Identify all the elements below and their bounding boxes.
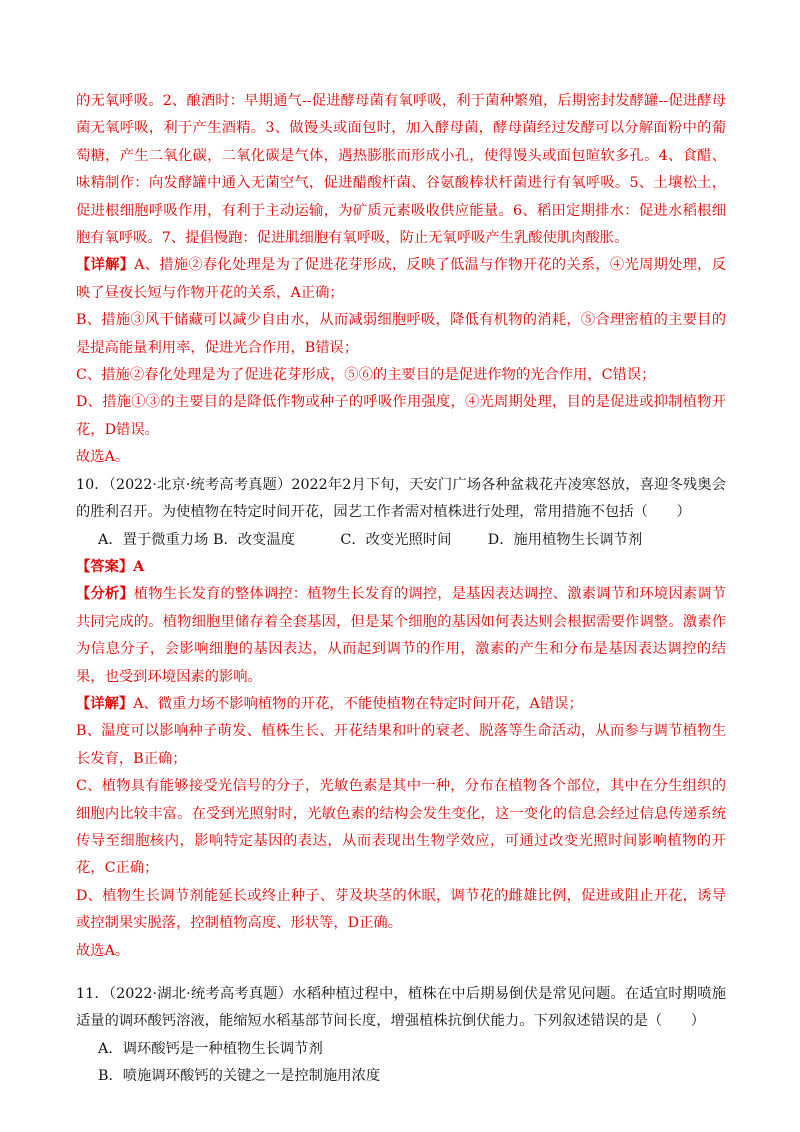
spacer (76, 965, 726, 981)
q10-stem: 10．（2022·北京·统考高考真题）2022年2月下旬，天安门广场各种盆栽花卉凌寒怒放，喜迎冬残奥会的胜利召开。为使植物在特定时间开花，园艺工作者需对植株进行处理，常用措施不包括（ ） (76, 476, 726, 521)
document-content (76, 88, 726, 1091)
detail-tag: 【详解】 (76, 695, 134, 712)
question-10 (76, 472, 726, 965)
q10-detail-b: B、温度可以影响种子萌发、植株生长、开花结果和叶的衰老、脱落等生命活动，从而参与调节植物生长发育，B正确； (76, 723, 726, 767)
q10-detail-c: C、植物具有能够接受光信号的分子，光敏色素是其中一种，分布在植物各个部位，其中在分生组织的细胞内比较丰富。在受到光照射时，光敏色素的结构会发生变化，这一变化的信息会经过信息传递系统传导至细胞核内，影响特定基因的表达，从而表现出生物学效应，可通过改变光照时间影响植物的开花，C正确； (76, 778, 726, 877)
q10-detail-d: D、植物生长调节剂能延长或终止种子、芽及块茎的休眠，调节花的雌雄比例，促进或阻止开花，诱导或控制果实脱落，控制植物高度、形状等，D正确。 (76, 887, 726, 932)
q9-conclusion: 故选A。 (76, 449, 130, 466)
q9-detail-b: B、措施③风干储藏可以减少自由水，从而减弱细胞呼吸，降低有机物的消耗，⑤合理密植的主要目的是提高能量利用率，促进光合作用，B错误； (76, 312, 726, 356)
q9-analysis-continuation: 的无氧呼吸。2、酿酒时：早期通气--促进酵母菌有氧呼吸，利于菌种繁殖，后期密封发酵罐--促进酵母菌无氧呼吸，利于产生酒精。3、做馒头或面包时，加入酵母菌，酵母菌经过发酵可以分解面粉中的葡萄糖，产生二氧化碳，二氧化碳是气体，遇热膨胀而形成小孔，使得馒头或面包暄软多孔。4、食醋、味精制作：向发酵罐中通入无菌空气，促进醋酸杆菌、谷氨酸棒状杆菌进行有氧呼吸。5、土壤松土，促进根细胞呼吸作用，有利于主动运输，为矿质元素吸收供应能量。6、稻田定期排水：促进水稻根细胞有氧呼吸。7、提倡慢跑：促进肌细胞有氧呼吸，防止无氧呼吸产生乳酸使肌肉酸胀。 (76, 93, 726, 247)
q11-stem: 11．（2022·湖北·统考高考真题）水稻种植过程中，植株在中后期易倒伏是常见问题。在适宜时期喷施适量的调环酸钙溶液，能缩短水稻基部节间长度，增强植株抗倒伏能力。下列叙述错误的是（ ） (76, 986, 726, 1030)
q11-option-b: B．喷施调环酸钙的关键之一是控制施用浓度 (98, 1068, 381, 1085)
q10-detail-a: 【详解】A、微重力场不影响植物的开花，不能使植物在特定时间开花，A错误； (76, 695, 583, 712)
q9-detail-a: 【详解】A、措施②春化处理是为了促进花芽形成，反映了低温与作物开花的关系，④光周期处理，反映了昼夜长短与作物开花的关系，A正确； (76, 257, 726, 301)
q9-detail-section (76, 252, 726, 471)
q10-answer: 【答案】A (76, 558, 145, 575)
analysis-tag: 【分析】 (76, 586, 134, 603)
detail-tag: 【详解】 (76, 257, 135, 274)
q9-detail-c: C、措施②春化处理是为了促进花芽形成，⑤⑥的主要目的是促进作物的光合作用，C错误； (76, 367, 656, 384)
q11-option-a: A．调环酸钙是一种植物生长调节剂 (98, 1040, 323, 1057)
q10-analysis: 【分析】植物生长发育的整体调控：植物生长发育的调控，是基因表达调控、激素调节和环境因素调节共同完成的。植物细胞里储存着全套基因，但是某个细胞的基因如何表达则会根据需要作调整。激素作为信息分子，会影响细胞的基因表达，从而起到调节的作用，激素的产生和分布是基因表达调控的结果，也受到环境因素的影响。 (76, 586, 727, 685)
q10-conclusion: 故选A。 (76, 942, 130, 959)
q10-options: A．置于微重力场 B．改变温度 C．改变光照时间 D．施用植物生长调节剂 (98, 531, 643, 548)
q9-detail-d: D、措施①③的主要目的是降低作物或种子的呼吸作用强度，④光周期处理，目的是促进或抑制植物开花，D错误。 (76, 394, 726, 438)
question-11 (76, 981, 726, 1091)
